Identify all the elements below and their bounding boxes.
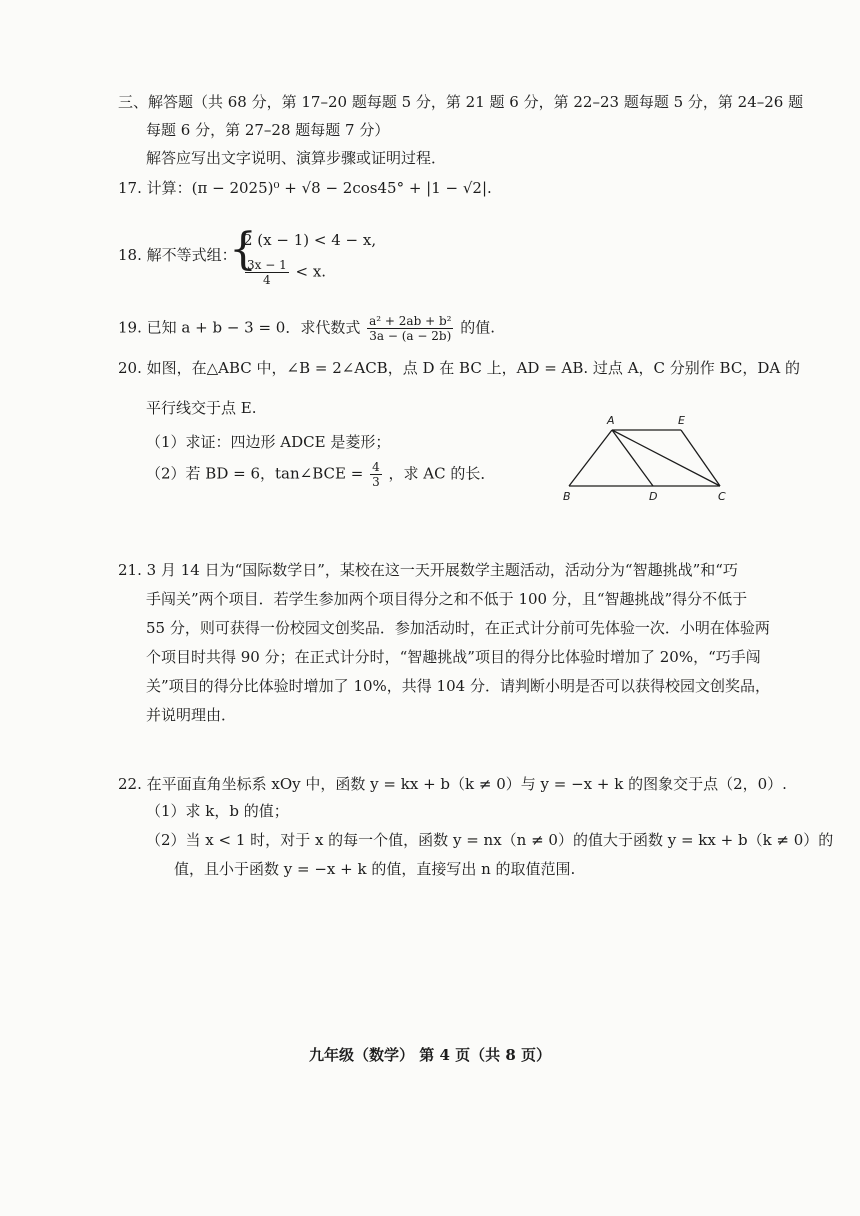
question-21-line3: 55 分，则可获得一份校园文创奖品．参加活动时，在正式计分前可先体验一次．小明在体验两 xyxy=(146,619,770,637)
fraction xyxy=(245,258,289,287)
question-number: 21. xyxy=(118,561,142,579)
question-20-part2 xyxy=(146,460,495,489)
question-21-line4: 个项目时共得 90 分；在正式计分时，“智趣挑战”项目的得分比体验时增加了 20%，“巧手闯 xyxy=(146,648,761,666)
question-21-line1 xyxy=(118,560,738,580)
segment-ad xyxy=(612,430,653,486)
question-18-text: 解不等式组： xyxy=(146,246,237,264)
segment-ab xyxy=(569,430,612,486)
fraction xyxy=(370,460,382,489)
question-17 xyxy=(118,178,492,198)
question-20-line2: 平行线交于点 E. xyxy=(146,399,257,417)
inequality-1: 2 (x − 1) < 4 − x, xyxy=(243,231,377,249)
fraction-denominator: 3 xyxy=(372,475,380,489)
inequality-2-rest: < x. xyxy=(295,262,327,281)
question-21-line6: 并说明理由． xyxy=(146,706,237,724)
segment-ec xyxy=(681,430,720,486)
question-number: 20. xyxy=(118,359,142,377)
question-19 xyxy=(118,314,495,343)
segment-ac xyxy=(612,430,720,486)
label-b: B xyxy=(563,490,571,503)
question-20-part2-suffix: ，求 AC 的长． xyxy=(388,464,496,483)
question-19-text: 已知 a + b − 3 = 0．求代数式 xyxy=(146,318,361,337)
fraction-numerator: a² + 2ab + b² xyxy=(369,314,452,328)
question-21-line2: 手闯关”两个项目．若学生参加两个项目得分之和不低于 100 分，且“智趣挑战”得分不低于 xyxy=(146,590,748,608)
label-d: D xyxy=(649,490,658,503)
question-20-text: 如图，在△ABC 中，∠B = 2∠ACB，点 D 在 BC 上，AD = AB. 过点 A，C 分别作 BC，DA 的 xyxy=(146,359,800,377)
fraction-numerator: 4 xyxy=(372,460,380,474)
label-e: E xyxy=(678,414,685,427)
question-number: 17. xyxy=(118,179,142,197)
question-22-part2-line1: （2）当 x < 1 时，对于 x 的每一个值，函数 y = nx（n ≠ 0）的值大于函数 y = kx + b（k ≠ 0）的 xyxy=(146,831,834,849)
fraction-denominator: 4 xyxy=(263,273,271,287)
question-20-part2-text: （2）若 BD = 6，tan∠BCE = xyxy=(146,464,364,483)
fraction xyxy=(367,314,453,343)
question-22-part1: （1）求 k，b 的值； xyxy=(146,802,289,820)
section-header-line2: 每题 6 分，第 27–28 题每题 7 分） xyxy=(146,121,390,139)
question-number: 19. xyxy=(118,318,142,337)
section-header-line1: 三、解答题（共 68 分，第 17–20 题每题 5 分，第 21 题 6 分，第 22–23 题每题 5 分，第 24–26 题 xyxy=(118,93,804,111)
geometry-figure xyxy=(555,408,735,503)
inequality-2 xyxy=(243,258,326,287)
question-21-text: 3 月 14 日为“国际数学日”，某校在这一天开展数学主题活动，活动分为“智趣挑战”和“巧 xyxy=(146,561,738,579)
fraction-denominator: 3a − (a − 2b) xyxy=(369,329,452,343)
inequality-brace: { xyxy=(229,224,257,275)
fraction-numerator: 3x − 1 xyxy=(247,258,287,272)
question-number: 18. xyxy=(118,246,142,264)
question-20-line1 xyxy=(118,358,800,378)
question-18-label xyxy=(118,245,237,265)
question-22-part2-line2: 值，且小于函数 y = −x + k 的值，直接写出 n 的取值范围. xyxy=(174,860,576,878)
question-number: 22. xyxy=(118,775,142,793)
section-instruction: 解答应写出文字说明、演算步骤或证明过程． xyxy=(146,149,447,167)
label-c: C xyxy=(718,490,726,503)
label-a: A xyxy=(607,414,615,427)
question-22-line1 xyxy=(118,774,787,794)
question-19-suffix: 的值. xyxy=(460,318,495,337)
question-21-line5: 关”项目的得分比体验时增加了 10%，共得 104 分．请判断小明是否可以获得校园文创奖品， xyxy=(146,677,770,695)
question-22-text: 在平面直角坐标系 xOy 中，函数 y = kx + b（k ≠ 0）与 y = −x + k 的图象交于点（2，0）. xyxy=(146,775,787,793)
question-20-part1: （1）求证：四边形 ADCE 是菱形； xyxy=(146,433,391,451)
page-footer: 九年级（数学） 第 4 页（共 8 页） xyxy=(309,1046,551,1064)
question-17-text: 计算：(π − 2025)⁰ + √8 − 2cos45° + |1 − √2|. xyxy=(146,179,492,197)
